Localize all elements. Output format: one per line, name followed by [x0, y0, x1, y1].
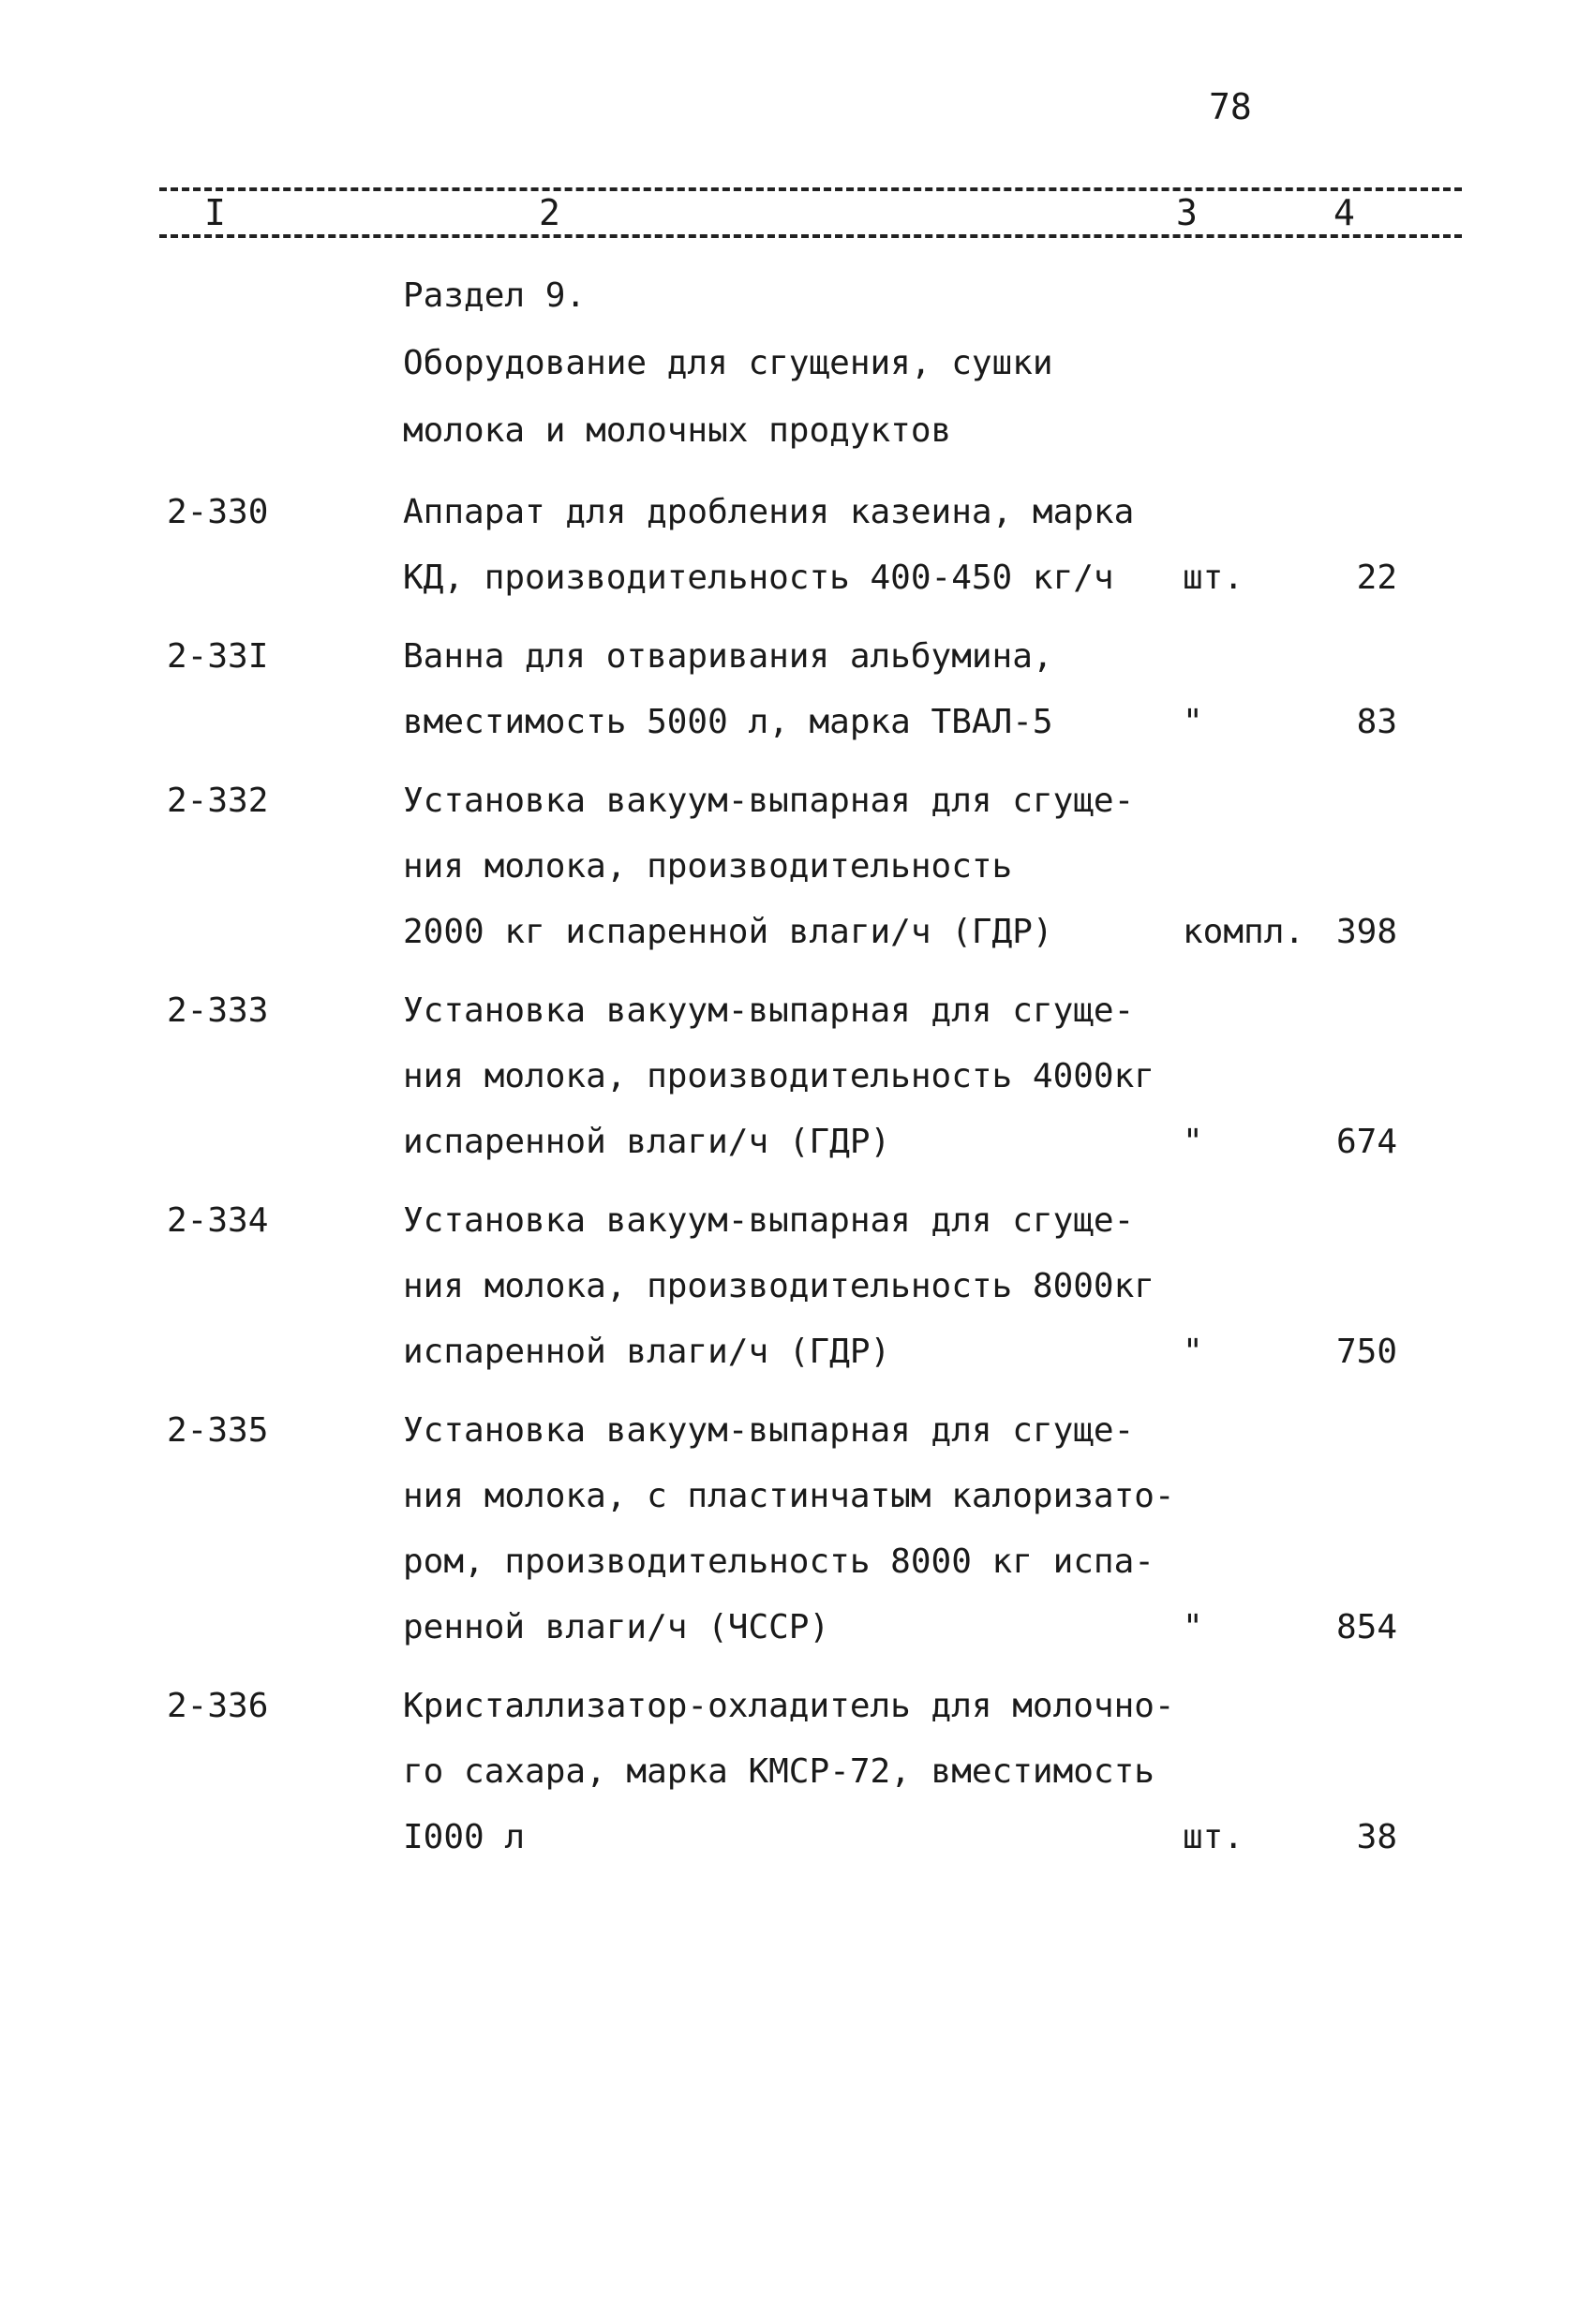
description-line: ренной влаги/ч (ЧССР) [403, 1608, 830, 1646]
item-unit: компл. [1183, 913, 1305, 951]
description-line: КД, производительность 400-450 кг/ч [403, 559, 1114, 597]
description-line: ром, производительность 8000 кг испа- [403, 1542, 1155, 1581]
table-row [0, 1674, 1594, 1870]
item-description [403, 1188, 1171, 1385]
table-row [0, 978, 1594, 1175]
header-bottom-rule [159, 234, 1462, 238]
item-code: 2-335 [167, 1411, 269, 1450]
item-code: 2-336 [167, 1687, 269, 1725]
description-line: ния молока, производительность 8000кг [403, 1267, 1155, 1305]
item-code: 2-332 [167, 782, 269, 820]
table-row [0, 1398, 1594, 1661]
description-line: Установка вакуум-выпарная для сгуще- [403, 1411, 1135, 1450]
column-header-1: I [204, 192, 226, 233]
column-header-3: 3 [1176, 192, 1198, 233]
description-line: Кристаллизатор-охладитель для молочно- [403, 1687, 1175, 1725]
item-quantity: 22 [1356, 559, 1397, 597]
item-description [403, 978, 1171, 1175]
item-description [403, 1398, 1175, 1661]
description-line: ния молока, производительность [403, 847, 1013, 886]
item-code: 2-330 [167, 493, 269, 531]
description-line: Аппарат для дробления казеина, марка [403, 493, 1135, 531]
item-unit: шт. [1183, 559, 1244, 597]
column-header-4: 4 [1333, 192, 1355, 233]
item-description [403, 480, 1171, 611]
description-line: Установка вакуум-выпарная для сгуще- [403, 991, 1135, 1030]
section-title: Раздел 9. [403, 276, 587, 315]
table-row [0, 624, 1594, 755]
item-description [403, 624, 1171, 755]
table-row [0, 480, 1594, 611]
column-header-2: 2 [539, 192, 560, 233]
item-unit: " [1183, 1123, 1203, 1161]
description-line: Установка вакуум-выпарная для сгуще- [403, 1201, 1135, 1240]
item-unit: шт. [1183, 1818, 1244, 1856]
item-description [403, 768, 1171, 965]
description-line: испаренной влаги/ч (ГДР) [403, 1333, 891, 1371]
description-line: ния молока, с пластинчатым калоризато- [403, 1477, 1175, 1515]
item-quantity: 854 [1335, 1608, 1397, 1646]
item-unit: " [1183, 1608, 1203, 1646]
section-subtitle-line: молока и молочных продуктов [403, 411, 952, 450]
item-quantity: 38 [1356, 1818, 1397, 1856]
header-top-rule [159, 187, 1462, 191]
description-line: Ванна для отваривания альбумина, [403, 637, 1053, 676]
equipment-table [0, 480, 1594, 1884]
description-line: вместимость 5000 л, марка ТВАЛ-5 [403, 703, 1053, 741]
page-number: 78 [1209, 86, 1252, 127]
item-unit: " [1183, 703, 1203, 741]
item-quantity: 83 [1356, 703, 1397, 741]
item-quantity: 674 [1335, 1123, 1397, 1161]
item-quantity: 750 [1335, 1333, 1397, 1371]
table-row [0, 1188, 1594, 1385]
section-heading [403, 262, 1053, 465]
item-quantity: 398 [1335, 913, 1397, 951]
description-line: ния молока, производительность 4000кг [403, 1057, 1155, 1095]
table-row [0, 768, 1594, 965]
description-line: испаренной влаги/ч (ГДР) [403, 1123, 891, 1161]
item-code: 2-33I [167, 637, 269, 676]
description-line: I000 л [403, 1818, 526, 1856]
description-line: Установка вакуум-выпарная для сгуще- [403, 782, 1135, 820]
description-line: 2000 кг испаренной влаги/ч (ГДР) [403, 913, 1053, 951]
item-code: 2-334 [167, 1201, 269, 1240]
description-line: го сахара, марка КМСР-72, вместимость [403, 1752, 1155, 1791]
item-code: 2-333 [167, 991, 269, 1030]
item-description [403, 1674, 1175, 1870]
item-unit: " [1183, 1333, 1203, 1371]
section-subtitle-line: Оборудование для сгущения, сушки [403, 344, 1053, 382]
